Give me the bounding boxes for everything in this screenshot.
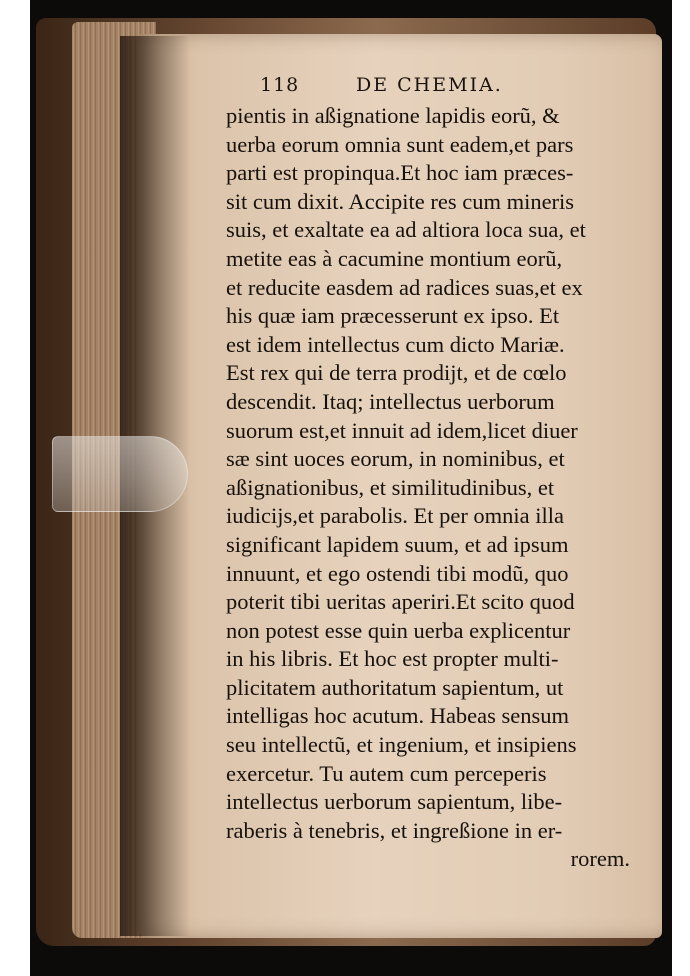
text-line: uerba eorum omnia sunt eadem,et pars bbox=[226, 131, 574, 157]
text-line: suorum est,et innuit ad idem,licet diuer bbox=[226, 417, 578, 443]
text-line: in his libris. Et hoc est propter multi- bbox=[226, 646, 559, 672]
text-line: sæ sint uoces eorum, in nominibus, et bbox=[226, 446, 565, 472]
text-line: seu intellectũ, et ingenium, et insipiens bbox=[226, 732, 577, 758]
text-line-last: rorem. bbox=[570, 846, 630, 872]
text-line: raberis à tenebris, et ingreßione in er- bbox=[226, 817, 563, 843]
text-line: non potest esse quin uerba explicentur bbox=[226, 617, 571, 643]
text-line: suis, et exaltate ea ad altiora loca sua, et bbox=[226, 217, 586, 243]
text-line: est idem intellectus cum dicto Mariæ. bbox=[226, 331, 565, 357]
body-text bbox=[226, 102, 630, 874]
page-clip bbox=[52, 436, 188, 512]
text-line: pientis in aßignatione lapidis eorũ, & bbox=[226, 103, 560, 128]
running-title: DE CHEMIA. bbox=[356, 74, 503, 96]
text-line: sit cum dixit. Accipite res cum mineris bbox=[226, 188, 575, 214]
text-line: poterit tibi ueritas aperiri.Et scito quod bbox=[226, 589, 575, 615]
text-line: Est rex qui de terra prodijt, et de cœlo bbox=[226, 360, 567, 386]
text-line: metite eas à cacumine montium eorũ, bbox=[226, 245, 563, 271]
text-line: his quæ iam præcesserunt ex ipso. Et bbox=[226, 303, 560, 329]
text-line: innuunt, et ego ostendi tibi modũ, quo bbox=[226, 560, 569, 586]
text-line: descendit. Itaq; intellectus uerborum bbox=[226, 388, 555, 414]
text-line: parti est propinqua.Et hoc iam præces- bbox=[226, 160, 574, 186]
running-head bbox=[260, 74, 620, 100]
page-number: 118 bbox=[260, 74, 300, 96]
text-line: intelligas hoc acutum. Habeas sensum bbox=[226, 703, 570, 729]
text-line: iudicijs,et parabolis. Et per omnia illa bbox=[226, 503, 565, 529]
text-line: intellectus uerborum sapientum, libe- bbox=[226, 789, 563, 815]
text-line: exercetur. Tu autem cum perceperis bbox=[226, 760, 547, 786]
text-line: significant lapidem suum, et ad ipsum bbox=[226, 531, 569, 557]
text-line: aßignationibus, et similitudinibus, et bbox=[226, 474, 555, 500]
text-line: plicitatem authoritatum sapientum, ut bbox=[226, 674, 564, 700]
text-line: et reducite easdem ad radices suas,et ex bbox=[226, 274, 583, 300]
